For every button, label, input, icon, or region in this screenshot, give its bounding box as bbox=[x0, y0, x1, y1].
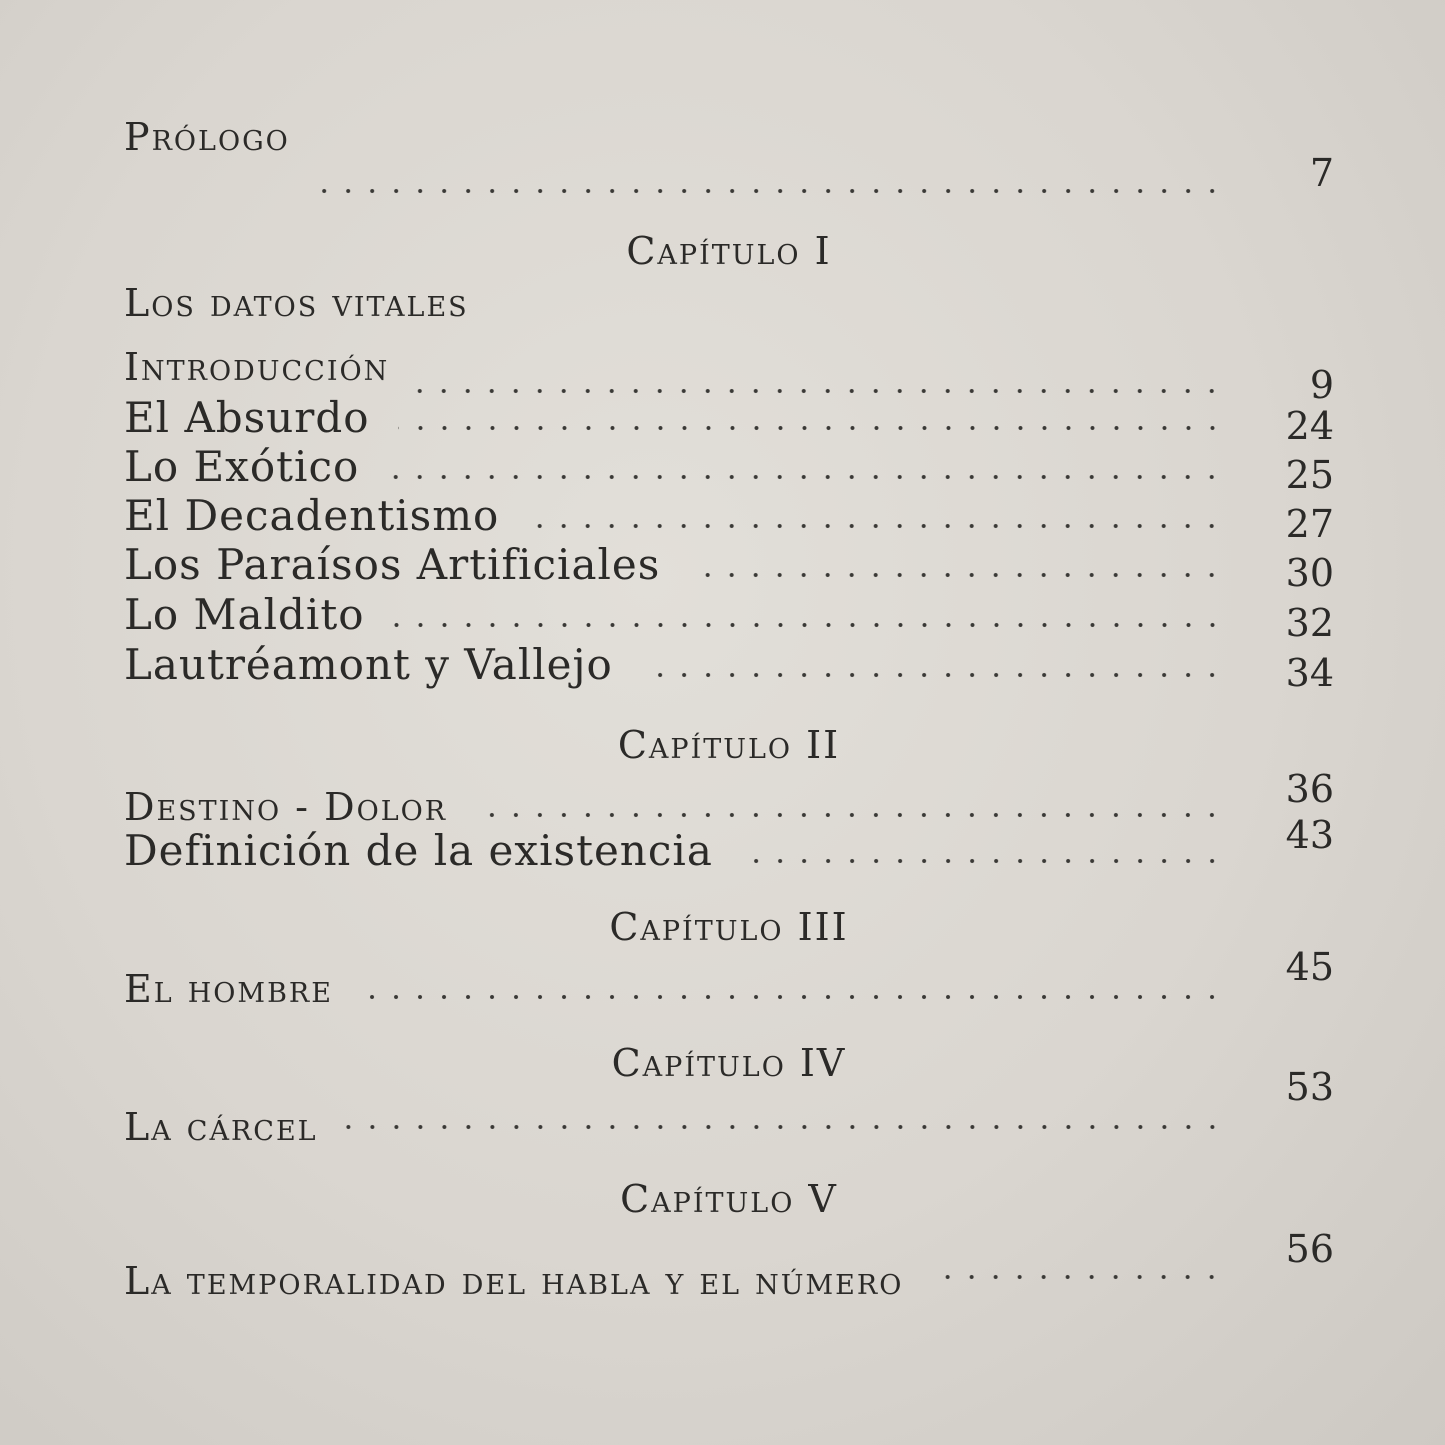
toc-entry bbox=[124, 813, 1334, 875]
chapter-heading: Capítulo III bbox=[609, 905, 849, 949]
section-title: Los datos vitales bbox=[124, 281, 469, 325]
toc-entry-page: 27 bbox=[1285, 502, 1334, 546]
dot-leader bbox=[361, 992, 1224, 1002]
dot-leader bbox=[346, 1122, 1224, 1132]
chapter-heading: Capítulo II bbox=[617, 723, 841, 767]
toc-entry-page: 9 bbox=[1309, 363, 1334, 407]
toc-entry-label: La temporalidad del habla y el número bbox=[124, 1259, 904, 1303]
toc-entry-page: 32 bbox=[1285, 601, 1334, 645]
toc-entry-page: 30 bbox=[1285, 551, 1334, 595]
toc-entry-page: 24 bbox=[1285, 404, 1334, 448]
dot-leader bbox=[641, 670, 1224, 680]
toc-entry bbox=[124, 945, 1334, 1011]
toc-entry-label: La cárcel bbox=[124, 1105, 318, 1149]
toc-entry-page: 25 bbox=[1285, 453, 1334, 497]
toc-entry-page: 36 bbox=[1285, 767, 1334, 811]
toc-entry bbox=[124, 530, 1334, 595]
toc-entry bbox=[124, 580, 1334, 645]
toc-entry-label: Destino - Dolor bbox=[124, 785, 448, 829]
toc-entry-label: Lo Exótico bbox=[124, 442, 360, 491]
chapter-heading: Capítulo I bbox=[626, 229, 832, 273]
toc-entry-page: 45 bbox=[1285, 945, 1334, 989]
dot-leader bbox=[688, 570, 1224, 580]
dot-leader bbox=[318, 186, 1224, 196]
chapter-heading: Capítulo V bbox=[620, 1177, 838, 1221]
toc-entry-label: Introducción bbox=[124, 345, 390, 389]
toc-entry-page: 43 bbox=[1285, 813, 1334, 857]
toc-entry-label: Lo Maldito bbox=[124, 590, 365, 639]
toc-entry bbox=[124, 481, 1334, 546]
toc-entry bbox=[124, 432, 1334, 497]
dot-leader bbox=[931, 1272, 1224, 1282]
toc-entry-label: Los Paraísos Artificiales bbox=[124, 540, 661, 589]
toc-entry-prologo bbox=[124, 100, 1334, 195]
toc-entry bbox=[124, 330, 1334, 407]
toc-entry-label: El Absurdo bbox=[124, 393, 370, 442]
dot-leader bbox=[393, 620, 1225, 630]
dot-leader bbox=[741, 856, 1224, 866]
toc-entry bbox=[124, 1227, 1334, 1303]
toc-entry-page: 56 bbox=[1285, 1227, 1334, 1271]
chapter-heading: Capítulo IV bbox=[611, 1041, 847, 1085]
toc-entry bbox=[124, 383, 1334, 448]
toc-entry-label: El Decadentismo bbox=[124, 491, 500, 540]
toc-entry-page: 53 bbox=[1285, 1065, 1334, 1109]
toc-entry bbox=[124, 630, 1334, 695]
toc-entry-label: Lautréamont y Vallejo bbox=[124, 640, 613, 689]
toc-entry-page: 7 bbox=[1309, 151, 1334, 195]
toc-entry-page: 34 bbox=[1285, 651, 1334, 695]
toc-entry-label: Prólogo bbox=[124, 115, 290, 159]
toc-entry-label: El hombre bbox=[124, 967, 333, 1011]
toc-entry bbox=[124, 1065, 1334, 1149]
toc-entry-label: Definición de la existencia bbox=[124, 826, 713, 875]
